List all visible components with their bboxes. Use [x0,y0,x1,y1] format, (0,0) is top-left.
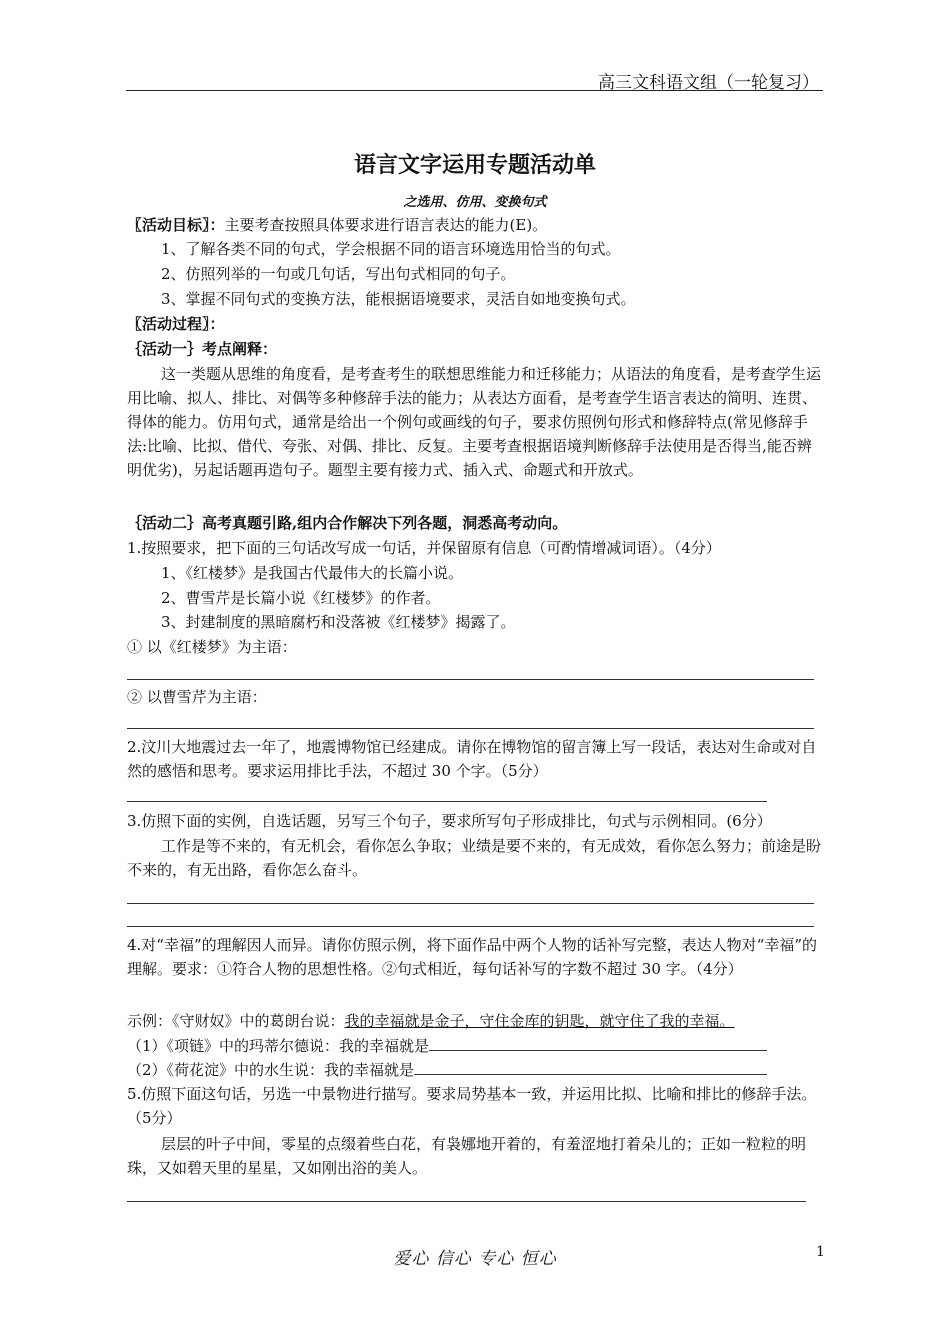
activity2-heading: ｛活动二｝高考真题引路,组内合作解决下列各题，洞悉高考动向。 [127,514,568,532]
goal-item-3: 3、掌握不同句式的变换方法，能根据语境要求，灵活自如地变换句式。 [161,290,636,308]
q3-answer-line-2[interactable] [127,926,814,927]
q3-stem: 3.仿照下面的实例，自选话题，另写三个句子，要求所写句子形成排比，句式与示例相同。(6分） [127,812,772,830]
page-title: 语言文字运用专题活动单 [353,153,596,178]
q4-item-1 [127,1034,767,1058]
footer-motto: 爱心 信心 专心 恒心 [393,1249,557,1269]
activity1-text: 这一类题从思维的角度看，是考查考生的联想思维能力和迁移能力；从语法的角度看，是考查学生运用比喻、拟人、排比、对偶等多种修辞手法的能力；从表达方面看，是考查学生语言表达的简明、连贯、得体的能力。仿用句式，通常是给出一个例句或画线的句子，要求仿照例句形式和修辞特点(常见修辞手法:比喻、比拟、借代、夸张、对偶、排比、反复。主要考查根据语境判断修辞手法使用是否得当,能否辨明优劣)，另起话题再造句子。题型主要有接力式、插入式、命题式和开放式。 [127,365,822,479]
q1-item-2: 2、曹雪芹是长篇小说《红楼梦》的作者。 [161,589,441,607]
activity1-heading: ｛活动一｝考点阐释： [127,340,278,358]
goal-item-1: 1、了解各类不同的句式，学会根据不同的语言环境选用恰当的句式。 [161,240,621,258]
q4-item-2 [127,1058,767,1082]
page-subtitle: 之选用、仿用、变换句式 [403,195,547,210]
q4-item-2-label: （2）《荷花淀》中的水生说：我的幸福就是 [127,1061,415,1079]
goal-label: 〖活动目标〗： [127,216,225,234]
header-text: 高三文科语文组（一轮复习） [598,73,819,93]
q2-answer-line[interactable] [127,801,767,802]
q4-item-1-label: （1）《项链》中的玛蒂尔德说：我的幸福就是 [127,1037,430,1055]
q2-text: 2.汶川大地震过去一年了，地震博物馆已经建成。请你在博物馆的留言簿上写一段话，表达对生命或对自然的感悟和思考。要求运用排比手法，不超过 30 个字。（5分） [127,738,817,780]
page-header [126,70,823,91]
q4-item-1-blank[interactable] [429,1036,767,1051]
page-number: 1 [816,1244,825,1260]
q4-item-2-blank[interactable] [414,1060,767,1075]
q1-stem: 1.按照要求，把下面的三句话改写成一句话，并保留原有信息（可酌情增减词语）。（4分） [127,539,721,557]
q5-example: 层层的叶子中间，零星的点缀着些白花，有袅娜地开着的，有羞涩地打着朵儿的；正如一粒粒的明珠，又如碧天里的星星，又如刚出浴的美人。 [127,1135,807,1177]
q4-example-label: 示例：《守财奴》中的葛朗台说： [127,1012,345,1030]
q3-answer-line-1[interactable] [127,903,814,904]
goal-text: 主要考查按照具体要求进行语言表达的能力(E)。 [224,216,548,234]
q3-example: 工作是等不来的，有无机会，看你怎么争取；业绩是要不来的，有无成效，看你怎么努力；前途是盼不来的，有无出路，看你怎么奋斗。 [127,837,822,879]
q1-item-3: 3、封建制度的黑暗腐朽和没落被《红楼梦》揭露了。 [161,613,516,631]
q4-example [127,1009,735,1033]
q1-answer-line-1[interactable] [127,679,814,680]
q4-example-text: 我的幸福就是金子，守住金库的钥匙，就守住了我的幸福。 [344,1012,735,1030]
goal-item-2: 2、仿照列举的一句或几句话，写出句式相同的句子。 [161,265,516,283]
q5-answer-line[interactable] [127,1201,806,1202]
q4-stem: 4.对“幸福”的理解因人而异。请你仿照示例，将下面作品中两个人物的话补写完整，表达人物对“幸福”的理解。要求：①符合人物的思想性格。②句式相近，每句话补写的字数不超过 30 字。（4分） [127,936,817,978]
q5-stem: 5.仿照下面这句话，另选一中景物进行描写。要求局势基本一致，并运用比拟、比喻和排比的修辞手法。（5分） [127,1085,817,1127]
q1-answer-line-2[interactable] [127,728,814,729]
q1-sub2: ② 以曹雪芹为主语： [127,688,267,706]
q1-sub1: ① 以《红楼梦》为主语： [127,638,297,656]
goal-line [127,213,547,237]
process-label: 〖活动过程〗： [127,315,225,333]
q1-item-1: 1、《红楼梦》是我国古代最伟大的长篇小说。 [161,564,464,582]
